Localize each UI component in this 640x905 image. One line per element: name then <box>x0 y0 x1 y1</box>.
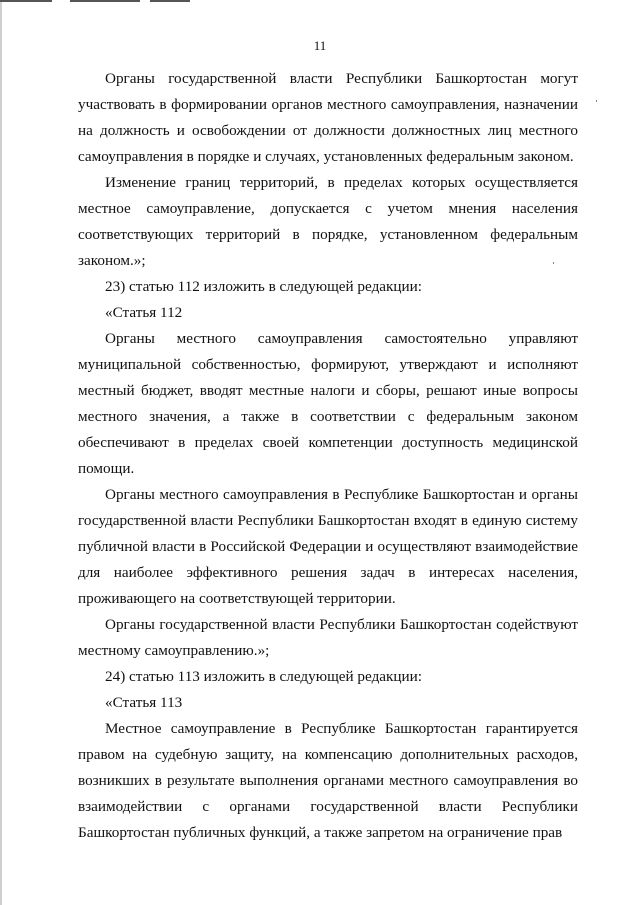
scan-edge-shadow <box>0 0 2 905</box>
paragraph: Изменение границ территорий, в пределах которых осуществляется местное самоуправление, допускается с учетом мнения населения соответствующих территорий в порядке, установленном федеральным законом.»; <box>78 174 578 269</box>
paragraph: 23) статью 112 изложить в следующей редакции: <box>105 278 423 295</box>
paragraph: 24) статью 113 изложить в следующей редакции: <box>105 668 423 685</box>
paragraph: Органы государственной власти Республики Башкортостан содействуют местному самоуправлению.»; <box>78 616 578 659</box>
page-number: 11 <box>313 38 327 53</box>
paragraph: Органы местного самоуправления в Республике Башкортостан и органы государственной власти Республики Башкортостан входят в единую систему публичной власти в Российской Федерации и осуществляют взаимодействие для наиболее эффективного решения задач в интересах населения, проживающего на соответствующей территории. <box>78 486 578 607</box>
paragraph: Органы местного самоуправления самостоятельно управляют муниципальной собственностью, формируют, утверждают и исполняют местный бюджет, вводят местные налоги и сборы, решают иные вопросы местного значения, а также в соответствии с федеральным законом обеспечивают в пределах своей компетенции доступность медицинской помощи. <box>78 330 578 477</box>
scan-speck <box>596 100 597 102</box>
document-body <box>78 66 578 846</box>
article-heading: «Статья 112 <box>105 304 183 321</box>
article-heading: «Статья 113 <box>105 694 183 711</box>
scan-top-marks <box>0 0 640 3</box>
paragraph: Органы государственной власти Республики Башкортостан могут участвовать в формировании органов местного самоуправления, назначении на должность и освобождении от должности должностных лиц местного самоуправления в порядке и случаях, установленных федеральным законом. <box>78 70 578 165</box>
paragraph: Местное самоуправление в Республике Башкортостан гарантируется правом на судебную защиту, на компенсацию дополнительных расходов, возникших в результате выполнения органами местного самоуправления во взаимодействии с органами государственной власти Республики Башкортостан публичных функций, а также запретом на ограничение прав <box>78 720 578 841</box>
